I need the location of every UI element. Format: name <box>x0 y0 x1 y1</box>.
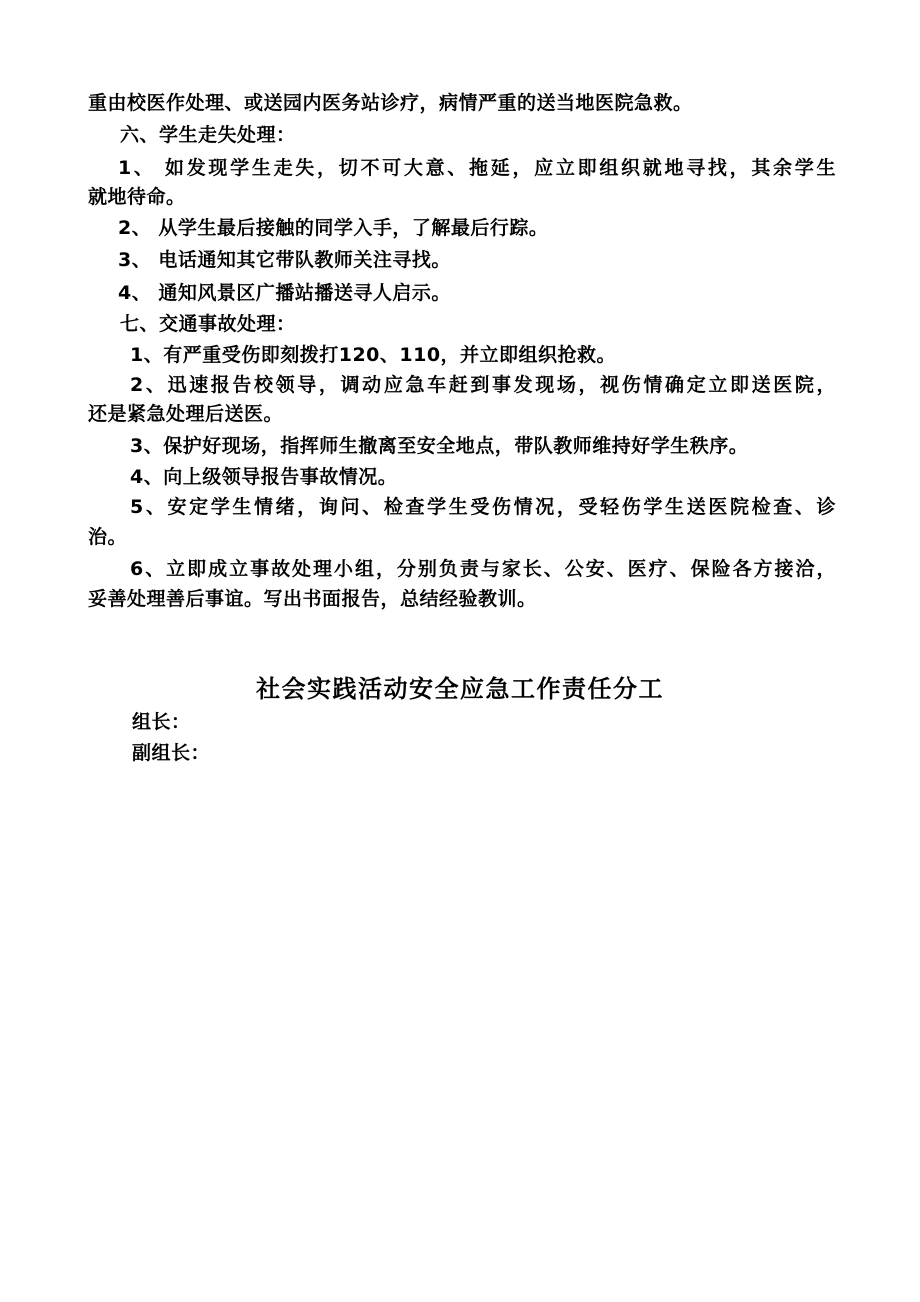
paragraph-line: 治。 <box>88 526 128 548</box>
leader-label: 组长： <box>132 711 191 733</box>
paragraph-line: 1、 如发现学生走失，切不可大意、拖延，应立即组织就地寻找，其余学生 <box>118 157 836 179</box>
paragraph-line: 4、向上级领导报告事故情况。 <box>130 466 398 488</box>
paragraph-line: 4、 通知风景区广播站播送寻人启示。 <box>118 282 451 304</box>
paragraph-line: 妥善处理善后事谊。写出书面报告，总结经验教训。 <box>88 588 537 610</box>
section-heading-traffic-accident: 七、交通事故处理： <box>120 313 296 335</box>
paragraph-line: 5、安定学生情绪，询问、检查学生受伤情况，受轻伤学生送医院检查、诊 <box>130 496 836 518</box>
section-title: 社会实践活动安全应急工作责任分工 <box>256 675 664 703</box>
paragraph-line: 2、迅速报告校领导，调动应急车赶到事发现场，视伤情确定立即送医院， <box>130 374 836 396</box>
paragraph-line: 1、有严重受伤即刻拨打120、110，并立即组织抢救。 <box>130 344 617 366</box>
paragraph-line: 还是紧急处理后送医。 <box>88 403 284 425</box>
section-heading-missing-student: 六、学生走失处理： <box>120 124 296 146</box>
paragraph-line: 6、立即成立事故处理小组，分别负责与家长、公安、医疗、保险各方接洽， <box>130 558 836 580</box>
paragraph-line: 重由校医作处理、或送园内医务站诊疗，病情严重的送当地医院急救。 <box>88 92 693 114</box>
paragraph-line: 3、 电话通知其它带队教师关注寻找。 <box>118 249 451 271</box>
paragraph-line: 3、保护好现场，指挥师生撤离至安全地点，带队教师维持好学生秩序。 <box>130 435 749 457</box>
paragraph-line: 就地待命。 <box>88 186 186 208</box>
paragraph-line: 2、 从学生最后接触的同学入手，了解最后行踪。 <box>118 217 549 239</box>
deputy-leader-label: 副组长： <box>132 742 211 764</box>
